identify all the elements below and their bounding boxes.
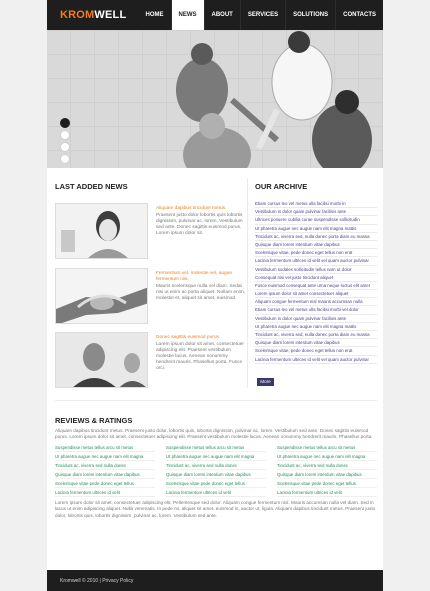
news-heading: LAST ADDED NEWS bbox=[55, 182, 128, 191]
archive-item[interactable]: Quisque diam lorem interdum vitae dapibus bbox=[255, 339, 377, 347]
news-title-1[interactable]: Aliquam dapibus tincidunt metus. bbox=[156, 206, 227, 211]
archive-item[interactable]: Fusce euismod consequat ante urna neque luctus elit amet bbox=[255, 282, 377, 290]
logo[interactable] bbox=[60, 9, 126, 21]
reviews-outro: Lorem ipsum dolor sit amet, consectetuer adipiscing elit. Pellentesque sed dolor. Aliquam congue fermentum nisl. Mauris accumsan nulla vel diam. Sed in lacus ut enim adipiscing aliquet. Nulla venenatis. In pede mi, aliquet sit amet, euismod in, auctor ut, ligula. Aliquam dapibus tincidunt metus. Praesent justo dolor, lobortis quis, lobortis dignissim, pulvinar ac, lorem. Vestibulum sed ante. bbox=[55, 500, 376, 518]
rating-item[interactable]: Ut pharetra augue nec augue nam elit magna bbox=[55, 452, 155, 461]
archive-item[interactable]: Consequat nisi vel justo tincidunt aliquet bbox=[255, 274, 377, 282]
archive-item[interactable]: Ut pharetra augue nec augue nam elit magna mattis bbox=[255, 225, 377, 233]
archive-item[interactable]: Etiam cursus leo vel metus ulla facilisi morbi in bbox=[255, 200, 377, 208]
archive-item[interactable]: Etiam cursus leo vel metus ulla facilisi morbi vel dolor bbox=[255, 306, 377, 314]
rating-item[interactable]: Suspendisse metus tellus arcu sit metus bbox=[55, 443, 155, 452]
reviews-heading: REVIEWS & RATINGS bbox=[55, 416, 133, 425]
news-text-2: Mauris scelerisque nulla vel diam. Sedat nisi ut enim ac porta aliquet. Nullam enim, molestie et, aliquet sit amet, euismod. bbox=[156, 284, 246, 301]
reviews-intro: Aliquam dapibus tincidunt metus. Praesent justo dolor, lobortis quis, lobortis dignissim, pulvinar ac, lorem. Vestibulum sed ante. Donec sagittis euismod purus. Lorem ipsum dolor sit amet, consectetuer adipiscing elit. Praesent vestibulum molestie lacus. Aenean nonummy hendrerit mauris. Phasellus porta. bbox=[55, 428, 373, 440]
news-thumb-2[interactable] bbox=[55, 268, 148, 324]
nav-about[interactable]: ABOUT bbox=[211, 12, 233, 18]
archive-item[interactable]: Aliquam congue fermentum nisl mauris accumsan nulla bbox=[255, 298, 377, 306]
rating-item[interactable]: Quisque diam lorem interdum vitae dapibus bbox=[55, 470, 155, 479]
archive-more-button[interactable]: More bbox=[257, 378, 274, 386]
logo-part1: KROM bbox=[60, 9, 95, 21]
nav-services[interactable]: SERVICES bbox=[247, 12, 279, 18]
archive-item[interactable]: Tincidunt ac, viverra sed, nulla donec porta diam eu massa bbox=[255, 233, 377, 241]
news-thumb-3[interactable] bbox=[55, 332, 148, 388]
archive-item[interactable]: Quisque diam lorem interdum vitae dapibus bbox=[255, 241, 377, 249]
handshake-photo-icon bbox=[56, 269, 148, 324]
rating-item[interactable]: Suspendisse metus tellus arcu sit metus bbox=[166, 443, 266, 452]
news-item-3 bbox=[55, 332, 242, 388]
footer bbox=[47, 570, 383, 591]
rating-item[interactable]: Quisque diam lorem interdum vitae dapibus bbox=[166, 470, 266, 479]
header bbox=[47, 0, 383, 30]
rating-item[interactable]: Ut pharetra augue nec augue nam elit magna bbox=[166, 452, 266, 461]
news-item-2 bbox=[55, 268, 246, 324]
woman-photo-icon bbox=[56, 204, 148, 259]
footer-text[interactable]: Kromwell © 2010 | Privacy Policy bbox=[60, 578, 134, 584]
archive-item[interactable]: Vestibulum sodales sollicitudin tellus nam ut dolor bbox=[255, 266, 377, 274]
logo-part2: WELL bbox=[94, 9, 127, 21]
rating-item[interactable]: Quisque diam lorem interdum vitae dapibus bbox=[277, 470, 377, 479]
slider-dots bbox=[60, 118, 70, 164]
ratings-columns bbox=[55, 443, 377, 497]
news-item-1 bbox=[55, 203, 242, 259]
archive-item[interactable]: Scelerisque vitae, pede donec eget tellus non erat bbox=[255, 347, 377, 355]
main-nav bbox=[139, 0, 383, 30]
archive-item[interactable]: Lacinia fermentum ultrices id velit vel quam auctor pulvinar bbox=[255, 356, 377, 364]
hero-image bbox=[47, 30, 383, 168]
slider-dot-2[interactable] bbox=[60, 130, 70, 140]
nav-solutions[interactable]: SOLUTIONS bbox=[293, 12, 329, 18]
rating-item[interactable]: Tincidunt ac, viverra sed nulla donec bbox=[166, 461, 266, 470]
news-title-2[interactable]: Fermentum vel, molestie vel, augue fermentum nisi. bbox=[156, 271, 232, 282]
archive-item[interactable]: Tincidunt ac, viverra sed, nulla donec porta diam eu massa bbox=[255, 331, 377, 339]
archive-list bbox=[255, 200, 377, 364]
nav-contacts[interactable]: CONTACTS bbox=[343, 12, 376, 18]
ratings-column-3 bbox=[277, 443, 377, 497]
rating-item[interactable]: Lacinia fermentum ultrices id velit bbox=[55, 488, 155, 497]
rating-item[interactable]: Scelerisque vitae pede donec eget tellus bbox=[55, 479, 155, 488]
archive-item[interactable]: Vestibulum in dolor quam pulvinar facilisis ante bbox=[255, 208, 377, 216]
news-thumb-1[interactable] bbox=[55, 203, 148, 259]
rating-item[interactable]: Ut pharetra augue nec augue nam elit magna bbox=[277, 452, 377, 461]
archive-item[interactable]: Ultrices posuere cubilia curae suspendisse sollicitudin bbox=[255, 216, 377, 224]
archive-item[interactable]: Scelerisque vitae, pede donec eget tellus non erat bbox=[255, 249, 377, 257]
nav-news[interactable]: NEWS bbox=[172, 0, 204, 30]
rating-item[interactable]: Tincidunt ac, viverra sed nulla donec bbox=[277, 461, 377, 470]
businessmen-photo-icon bbox=[56, 333, 148, 388]
rating-item[interactable]: Tincidunt ac, viverra sed nulla donec bbox=[55, 461, 155, 470]
archive-item[interactable]: Lorem ipsum dolor sit amet consectetuer aliquet bbox=[255, 290, 377, 298]
ratings-column-1 bbox=[55, 443, 155, 497]
slider-dot-4[interactable] bbox=[60, 154, 70, 164]
archive-heading: OUR ARCHIVE bbox=[255, 182, 308, 191]
archive-item[interactable]: Vestibulum in dolor quam pulvinar facilisis ante bbox=[255, 315, 377, 323]
rating-item[interactable]: Suspendisse metus tellus arcu sit metus bbox=[277, 443, 377, 452]
news-text-1: Praesent justo dolor lobortis quis lobortis dignissim, pulvinar ac, lorem. Vestibulum sed ante. Donec sagittis euismod purus. Lorem ipsum dolor sit. bbox=[156, 213, 243, 236]
ratings-column-2 bbox=[166, 443, 266, 497]
rating-item[interactable]: Lacinia fermentum ultrices id velit bbox=[277, 488, 377, 497]
hero-slider bbox=[47, 30, 383, 168]
nav-home[interactable]: HOME bbox=[145, 12, 164, 18]
slider-dot-1[interactable] bbox=[60, 118, 70, 128]
rating-item[interactable]: Lacinia fermentum ultrices id velit bbox=[166, 488, 266, 497]
rating-item[interactable]: Scelerisque vitae pede donec eget tellus bbox=[166, 479, 266, 488]
news-title-3[interactable]: Donec sagittis euismod purus. bbox=[156, 335, 221, 340]
news-text-3: Lorem ipsum dolor sit amet, consectetuer adipiscing elit. Praesent vestibulum molestie lacus. Aenean nonummy hendrerit mauris. Phasellus porta. Fusce orci. bbox=[156, 342, 244, 371]
page bbox=[47, 0, 383, 591]
archive-item[interactable]: Ut pharetra augue nec augue nam elit magna mattis bbox=[255, 323, 377, 331]
slider-dot-3[interactable] bbox=[60, 142, 70, 152]
rating-item[interactable]: Scelerisque vitae pede donec eget tellus bbox=[277, 479, 377, 488]
archive-item[interactable]: Lacinia fermentum ultrices id velit vel quam auctor pulvinar bbox=[255, 257, 377, 265]
